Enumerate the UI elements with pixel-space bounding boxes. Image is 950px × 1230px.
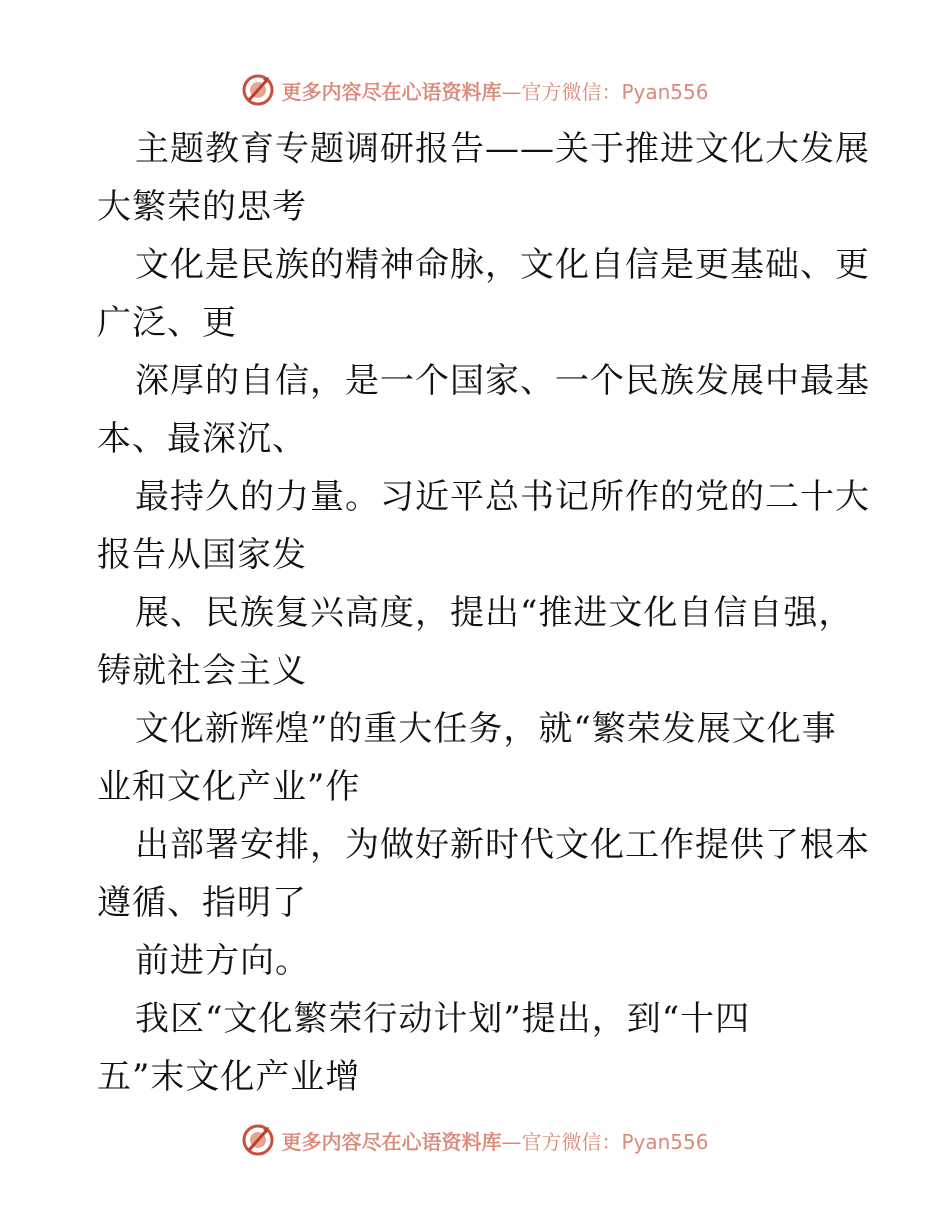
watermark-separator: — (501, 1129, 522, 1154)
document-line: 前进方向。 (135, 941, 310, 981)
watermark-logo-icon (241, 73, 275, 107)
document-line: 出部署安排，为做好新时代文化工作提供了根本 (135, 825, 870, 865)
document-line: 深厚的自信，是一个国家、一个民族发展中最基 (135, 361, 870, 401)
watermark-title: 更多内容尽在心语资料库 (281, 79, 502, 104)
document-line: 文化是民族的精神命脉，文化自信是更基础、更 (135, 245, 870, 285)
document-body (97, 120, 870, 1106)
watermark-text (281, 1126, 708, 1155)
watermark-title: 更多内容尽在心语资料库 (281, 1129, 502, 1154)
document-line: 广泛、更 (97, 303, 237, 343)
document-line: 本、最深沉、 (97, 419, 307, 459)
watermark-contact: 官方微信：Pyan556 (521, 1129, 709, 1154)
watermark-contact: 官方微信：Pyan556 (521, 79, 709, 104)
document-line: 最持久的力量。习近平总书记所作的党的二十大 (135, 477, 870, 517)
document-line: 业和文化产业”作 (97, 767, 361, 807)
document-line: 大繁荣的思考 (97, 187, 307, 227)
document-line: 遵循、指明了 (97, 883, 307, 923)
document-line: 文化新辉煌”的重大任务，就“繁荣发展文化事 (135, 709, 837, 749)
document-line: 报告从国家发 (97, 535, 307, 575)
document-line: 展、民族复兴高度，提出“推进文化自信自强， (135, 593, 854, 633)
header-watermark (0, 70, 950, 110)
watermark-separator: — (501, 79, 522, 104)
document-line: 五”末文化产业增 (97, 1057, 361, 1097)
footer-watermark (0, 1120, 950, 1160)
watermark-text (281, 76, 708, 105)
document-line: 我区“文化繁荣行动计划”提出，到“十四 (135, 999, 751, 1039)
document-line: 主题教育专题调研报告——关于推进文化大发展 (135, 129, 870, 169)
document-line: 铸就社会主义 (97, 651, 307, 691)
watermark-logo-icon (241, 1123, 275, 1157)
